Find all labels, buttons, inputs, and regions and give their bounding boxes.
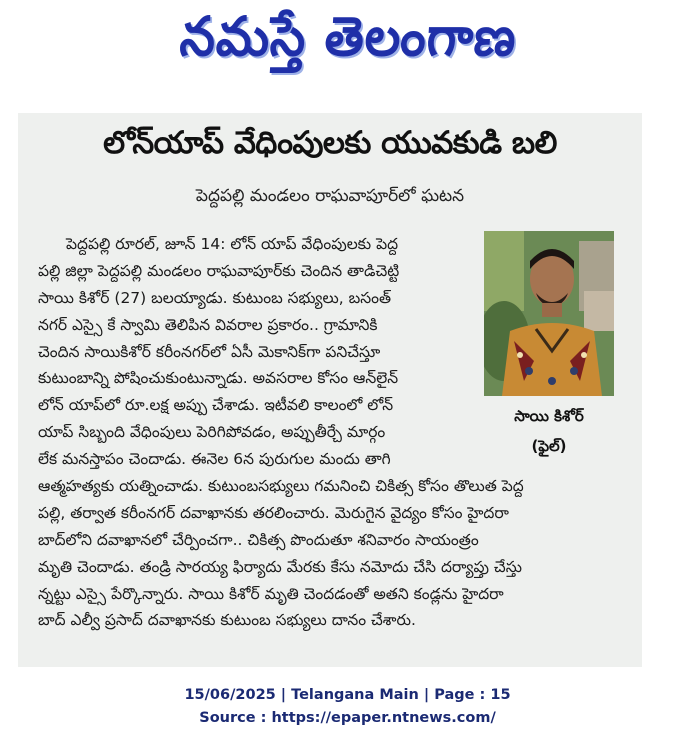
body-line: చెందిన సాయికిశోర్ కరీంనగర్‌లో ఏసీ మెకానిక్‌గా పనిచేస్తూ	[38, 342, 381, 361]
newspaper-masthead	[0, 4, 695, 82]
body-line: నగర్ ఎస్సై కే స్వామి తెలిపిన వివరాల ప్రకారం.. గ్రామానికి	[38, 315, 378, 334]
body-line: లోన్ యాప్‌లో రూ.లక్ష అప్పు చేశాడు. ఇటీవలి కాలంలో లోన్	[38, 396, 394, 415]
masthead-title: నమస్తే తెలంగాణ	[177, 4, 519, 68]
photo-caption-note: (ఫైల్)	[531, 437, 567, 455]
news-clipping	[18, 113, 642, 667]
body-line: న్నట్టు ఎస్సై పేర్కొన్నారు. సాయి కిశోర్ మృతి చెందడంతో అతని కండ్లను హైదరా	[38, 584, 504, 603]
edition-info: 15/06/2025 | Telangana Main | Page : 15	[184, 687, 511, 703]
source-link[interactable]: Source : https://epaper.ntnews.com/	[199, 710, 496, 726]
article-headline: లోన్‌యాప్ వేధింపులకు యువకుడి బలి	[103, 125, 557, 161]
body-line: ఆత్మహత్యకు యత్నించాడు. కుటుంబసభ్యులు గమనించి చికిత్స కోసం తొలుత పెద్ద	[38, 477, 524, 496]
body-line: మృతి చెందాడు. తండ్రి సారయ్య ఫిర్యాదు మేరకు కేసు నమోదు చేసి దర్యాప్తు చేస్తు	[38, 557, 522, 576]
body-line: బాద్ ఎల్వీ ప్రసాద్ దవాఖానకు కుటుంబ సభ్యులు దానం చేశారు.	[38, 611, 416, 630]
body-line: పెద్దపల్లి రూరల్, జూన్ 14: లోన్ యాప్ వేధింపులకు పెద్ద	[66, 235, 399, 253]
photo-caption	[476, 401, 622, 461]
body-line: కుటుంబాన్ని పోషించుకుంటున్నాడు. అవసరాల కోసం ఆన్‌లైన్	[38, 369, 399, 388]
body-line: పల్లి జిల్లా పెద్దపల్లి మండలం రాఘవాపూర్‌కు చెందిన తాడిచెట్టి	[38, 261, 400, 280]
person-photo	[484, 231, 614, 396]
body-line: లేక మనస్తాపం చెందాడు. ఈనెల 6న పురుగుల మందు తాగి	[38, 450, 391, 469]
article-subheadline: పెద్దపల్లి మండలం రాఘవాపూర్‌లో ఘటన	[195, 186, 465, 206]
body-line: పల్లి, తర్వాత కరీంనగర్ దవాఖానకు తరలించారు. మెరుగైన వైద్యం కోసం హైదరా	[38, 503, 509, 522]
body-line: సాయి కిశోర్ (27) బలయ్యాడు. కుటుంబ సభ్యులు, బసంత్	[38, 288, 392, 307]
body-line: బాద్‌లోని దవాఖానలో చేర్పించగా.. చికిత్స పొందుతూ శనివారం సాయంత్రం	[38, 530, 479, 549]
photo-caption-name: సాయి కిశోర్	[514, 407, 584, 425]
body-line: యాప్ సిబ్బంది వేధింపులు పెరిగిపోవడం, అప్పుతీర్చే మార్గం	[38, 423, 386, 442]
